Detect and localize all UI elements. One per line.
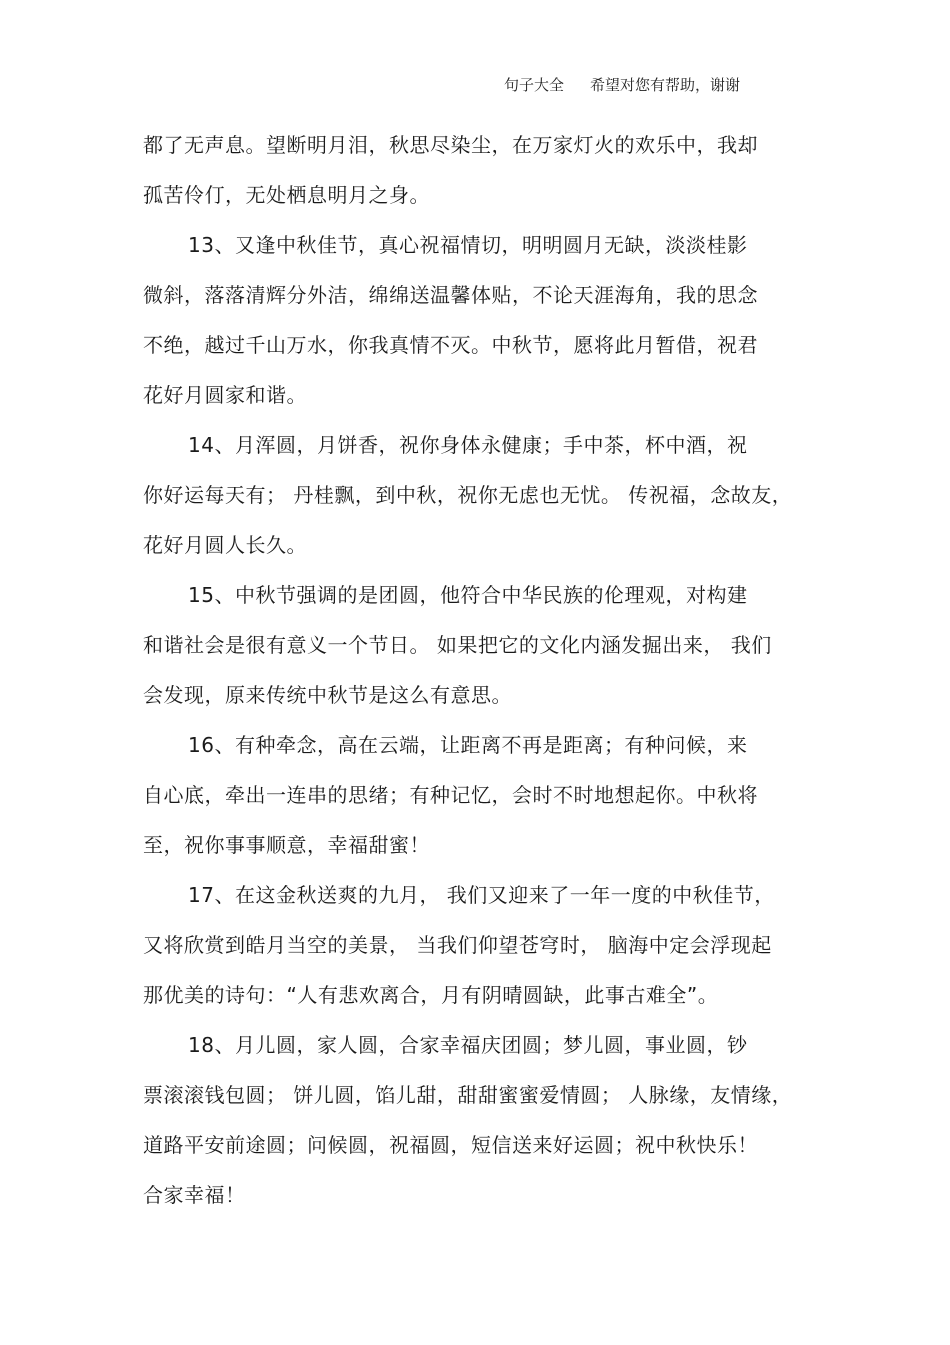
text-line: 花好月圆人长久。: [143, 533, 307, 557]
header-note: 希望对您有帮助，谢谢: [590, 76, 741, 94]
text-line: 不绝，越过千山万水，你我真情不灭。中秋节，愿将此月暂借，祝君: [143, 333, 758, 357]
text-line: 都了无声息。望断明月泪，秋思尽染尘，在万家灯火的欢乐中，我却: [143, 133, 758, 157]
text-line: 那优美的诗句：“人有悲欢离合，月有阴晴圆缺，此事古难全”。: [143, 983, 719, 1007]
paragraph-16-first-line: 16、有种牵念，高在云端，让距离不再是距离；有种问候，来: [188, 733, 748, 757]
text-line: 合家幸福！: [143, 1183, 246, 1207]
text-line: 会发现，原来传统中秋节是这么有意思。: [143, 683, 512, 707]
text-line: 孤苦伶仃，无处栖息明月之身。: [143, 183, 430, 207]
paragraph-17-first-line: 17、在这金秋送爽的九月， 我们又迎来了一年一度的中秋佳节，: [188, 883, 775, 907]
text-line: 和谐社会是很有意义一个节日。 如果把它的文化内涵发掘出来， 我们: [143, 633, 772, 657]
paragraph-15-first-line: 15、中秋节强调的是团圆，他符合中华民族的伦理观，对构建: [188, 583, 748, 607]
text-line: 道路平安前途圆；问候圆，祝福圆，短信送来好运圆；祝中秋快乐！: [143, 1133, 758, 1157]
text-line: 微斜，落落清辉分外洁，绵绵送温馨体贴，不论天涯海角，我的思念: [143, 283, 758, 307]
text-line: 花好月圆家和谐。: [143, 383, 307, 407]
text-line: 票滚滚钱包圆； 饼儿圆，馅儿甜，甜甜蜜蜜爱情圆； 人脉缘，友情缘，: [143, 1083, 793, 1107]
paragraph-18-first-line: 18、月儿圆，家人圆，合家幸福庆团圆；梦儿圆，事业圆，钞: [188, 1033, 748, 1057]
paragraph-13-first-line: 13、又逢中秋佳节，真心祝福情切，明明圆月无缺，淡淡桂影: [188, 233, 748, 257]
text-line: 自心底，牵出一连串的思绪；有种记忆，会时不时地想起你。中秋将: [143, 783, 758, 807]
text-line: 你好运每天有； 丹桂飘，到中秋，祝你无虑也无忧。 传祝福，念故友，: [143, 483, 793, 507]
header-site-name: 句子大全: [504, 76, 565, 94]
text-line: 至，祝你事事顺意，幸福甜蜜！: [143, 833, 430, 857]
text-line: 又将欣赏到皓月当空的美景， 当我们仰望苍穹时， 脑海中定会浮现起: [143, 933, 772, 957]
paragraph-14-first-line: 14、月浑圆，月饼香，祝你身体永健康；手中茶，杯中酒，祝: [188, 433, 748, 457]
